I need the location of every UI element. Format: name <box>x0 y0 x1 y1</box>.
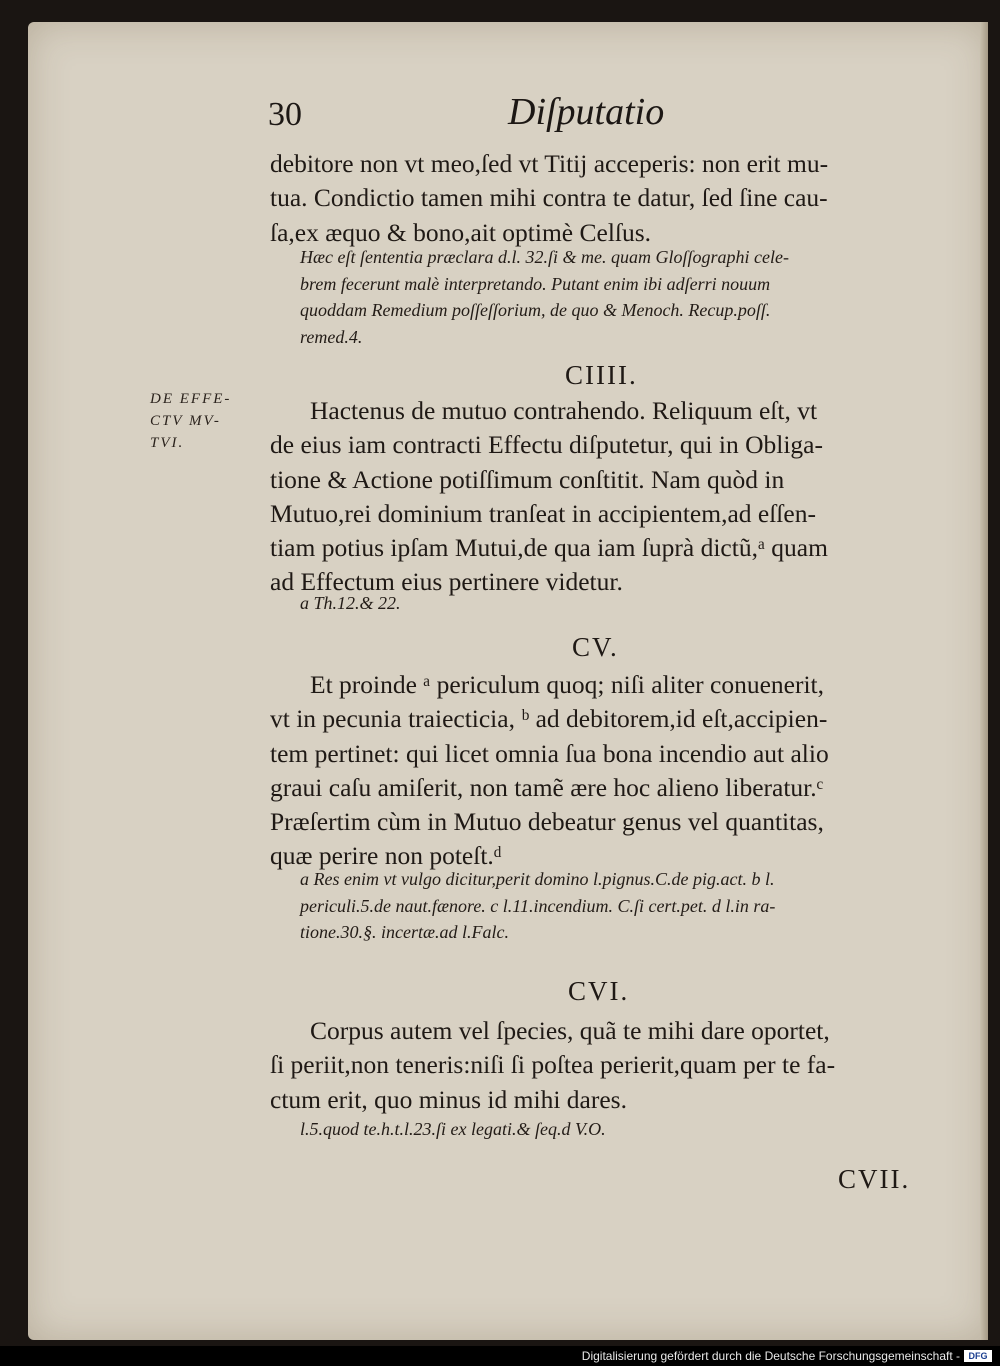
funding-notice: Digitalisierung gefördert durch die Deutsche Forschungsgemeinschaft - <box>581 1349 960 1363</box>
marginal-note: DE EFFE- CTV MV- TVI. <box>150 391 232 451</box>
dfg-logo: DFG <box>964 1350 992 1362</box>
note-line: tione.30.§. incertæ.ad l.Falc. <box>300 922 509 942</box>
catchword: CVII. <box>838 1164 911 1194</box>
footnote-ciiii: a Th.12.& 22. <box>300 593 401 613</box>
text-line: vt in pecunia traiecticia, ᵇ ad debitorem,id eſt,accipien- <box>270 704 828 734</box>
text-line: ſi periit,non teneris:niſi ſi poſtea perierit,quam per te fa- <box>270 1050 836 1080</box>
text-line: Et proinde ᵃ periculum quoq; niſi aliter conuenerit, <box>310 670 824 699</box>
section-heading-cvi: CVI. <box>568 976 630 1006</box>
text-block-top <box>270 147 930 250</box>
footer-bar <box>0 1346 1000 1366</box>
running-title: Diſputatio <box>508 91 665 133</box>
page-number: 30 <box>268 96 302 133</box>
text-line: Mutuo,rei dominium tranſeat in accipientem,ad eſſen- <box>270 498 816 528</box>
note-line: quoddam Remedium poſſeſſorium, de quo & Menoch. Recup.poſſ. <box>300 300 771 320</box>
text-line: tua. Condictio tamen mihi contra te datur, ſed ſine cau- <box>270 183 828 213</box>
text-line: Hactenus de mutuo contrahendo. Reliquum eſt, vt <box>310 396 818 425</box>
text-line: ad Effectum eius pertinere videtur. <box>270 567 623 597</box>
note-line: brem fecerunt malè interpretando. Putant enim ibi adſerri nouum <box>300 273 771 294</box>
note-line: a Res enim vt vulgo dicitur,perit domino l.pignus.C.de pig.act. b l. <box>300 869 775 889</box>
text-line: tem pertinet: qui licet omnia ſua bona incendio aut alio <box>270 738 829 768</box>
section-cv-text <box>270 668 930 874</box>
text-line: de eius iam contracti Effectu diſputetur, qui in Obliga- <box>270 430 823 460</box>
footnote-block-top <box>300 244 932 350</box>
text-line: tione & Actione potiſſimum conſtitit. Nam quòd in <box>270 464 785 494</box>
text-line: graui caſu amiſerit, non tamẽ ære hoc alieno liberatur.ᶜ <box>270 772 824 802</box>
section-heading-cv: CV. <box>572 632 619 662</box>
note-line: periculi.5.de naut.fænore. c l.11.incendium. C.ſi cert.pet. d l.in ra- <box>300 895 776 916</box>
text-line: ſa,ex æquo & bono,ait optimè Celſus. <box>270 217 652 247</box>
section-heading-ciiii: CIIII. <box>565 360 638 390</box>
text-line: tiam potius ipſam Mutui,de qua iam ſuprà dictũ,ᵃ quam <box>270 533 828 563</box>
text-line: Corpus autem vel ſpecies, quã te mihi dare oportet, <box>310 1016 830 1045</box>
note-line: Hæc eſt ſententia præclara d.l. 32.ſi & me. quam Gloſſographi cele- <box>300 247 789 267</box>
text-line: Præſertim cùm in Mutuo debeatur genus vel quantitas, <box>270 807 824 837</box>
footnote-cv <box>300 866 932 946</box>
text-line: ctum erit, quo minus id mihi dares. <box>270 1084 627 1114</box>
page-edge <box>980 22 988 1340</box>
text-line: quæ perire non poteſt.ᵈ <box>270 841 502 871</box>
footnote-cvi: l.5.quod te.h.t.l.23.ſi ex legati.& ſeq.d V.O. <box>300 1119 606 1139</box>
section-ciiii-text <box>270 394 930 600</box>
text-line: debitore non vt meo,ſed vt Titij acceperis: non erit mu- <box>270 149 829 178</box>
note-line: remed.4. <box>300 326 363 347</box>
section-cvi-text <box>270 1014 930 1117</box>
